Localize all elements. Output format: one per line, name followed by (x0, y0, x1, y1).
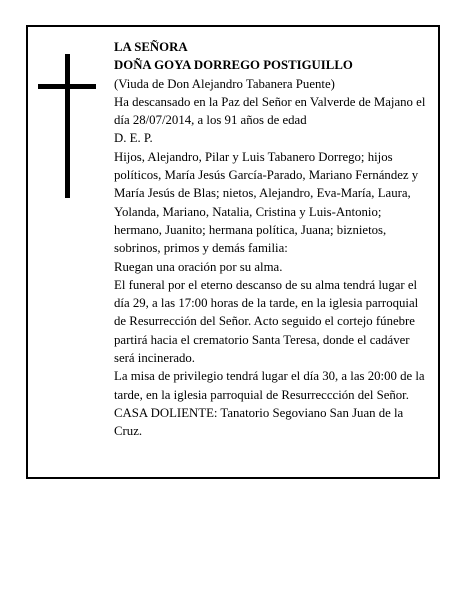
obituary-text (114, 38, 428, 441)
rip-line: D. E. P. (114, 131, 153, 146)
cross-icon (38, 54, 96, 198)
family-list: Hijos, Alejandro, Pilar y Luis Tabanero Dorrego; hijos políticos, María Jesús García-Parado, Mariano Fernández y María Jesús de Blas; nietos, Alejandro, Eva-María, Laura, Yolanda, Mariano, Natalia, Cristina y Luis-Antonio; hermano, Juanito; hermana política, Juana; biznietos, sobrinos, primos y demás familia: (114, 149, 419, 256)
cross-horizontal-bar (38, 84, 96, 89)
prayer-request: Ruegan una oración por su alma. (114, 259, 283, 274)
funeral-details: El funeral por el eterno descanso de su alma tendrá lugar el día 29, a las 17:00 horas de la tarde, en la iglesia parroquial de Resurrección del Señor. Acto seguido el cortejo fúnebre partirá hacia el crematorio Santa Teresa, donde el cadáver será incinerado. (114, 277, 419, 366)
widow-subtitle: (Viuda de Don Alejandro Tabanera Puente) (114, 76, 335, 91)
deceased-name: DOÑA GOYA DORREGO POSTIGUILLO (114, 58, 353, 73)
casa-doliente: CASA DOLIENTE: Tanatorio Segoviano San Juan de la Cruz. (114, 405, 404, 439)
death-announcement: Ha descansado en la Paz del Señor en Valverde de Majano el día 28/07/2014, a los 91 años de edad (114, 94, 426, 128)
cross-vertical-bar (65, 54, 70, 198)
heading-line-1: LA SEÑORA (114, 40, 188, 54)
mass-details: La misa de privilegio tendrá lugar el día 30, a las 20:00 de la tarde, en la iglesia parroquial de Resurreccción del Señor. (114, 369, 425, 402)
